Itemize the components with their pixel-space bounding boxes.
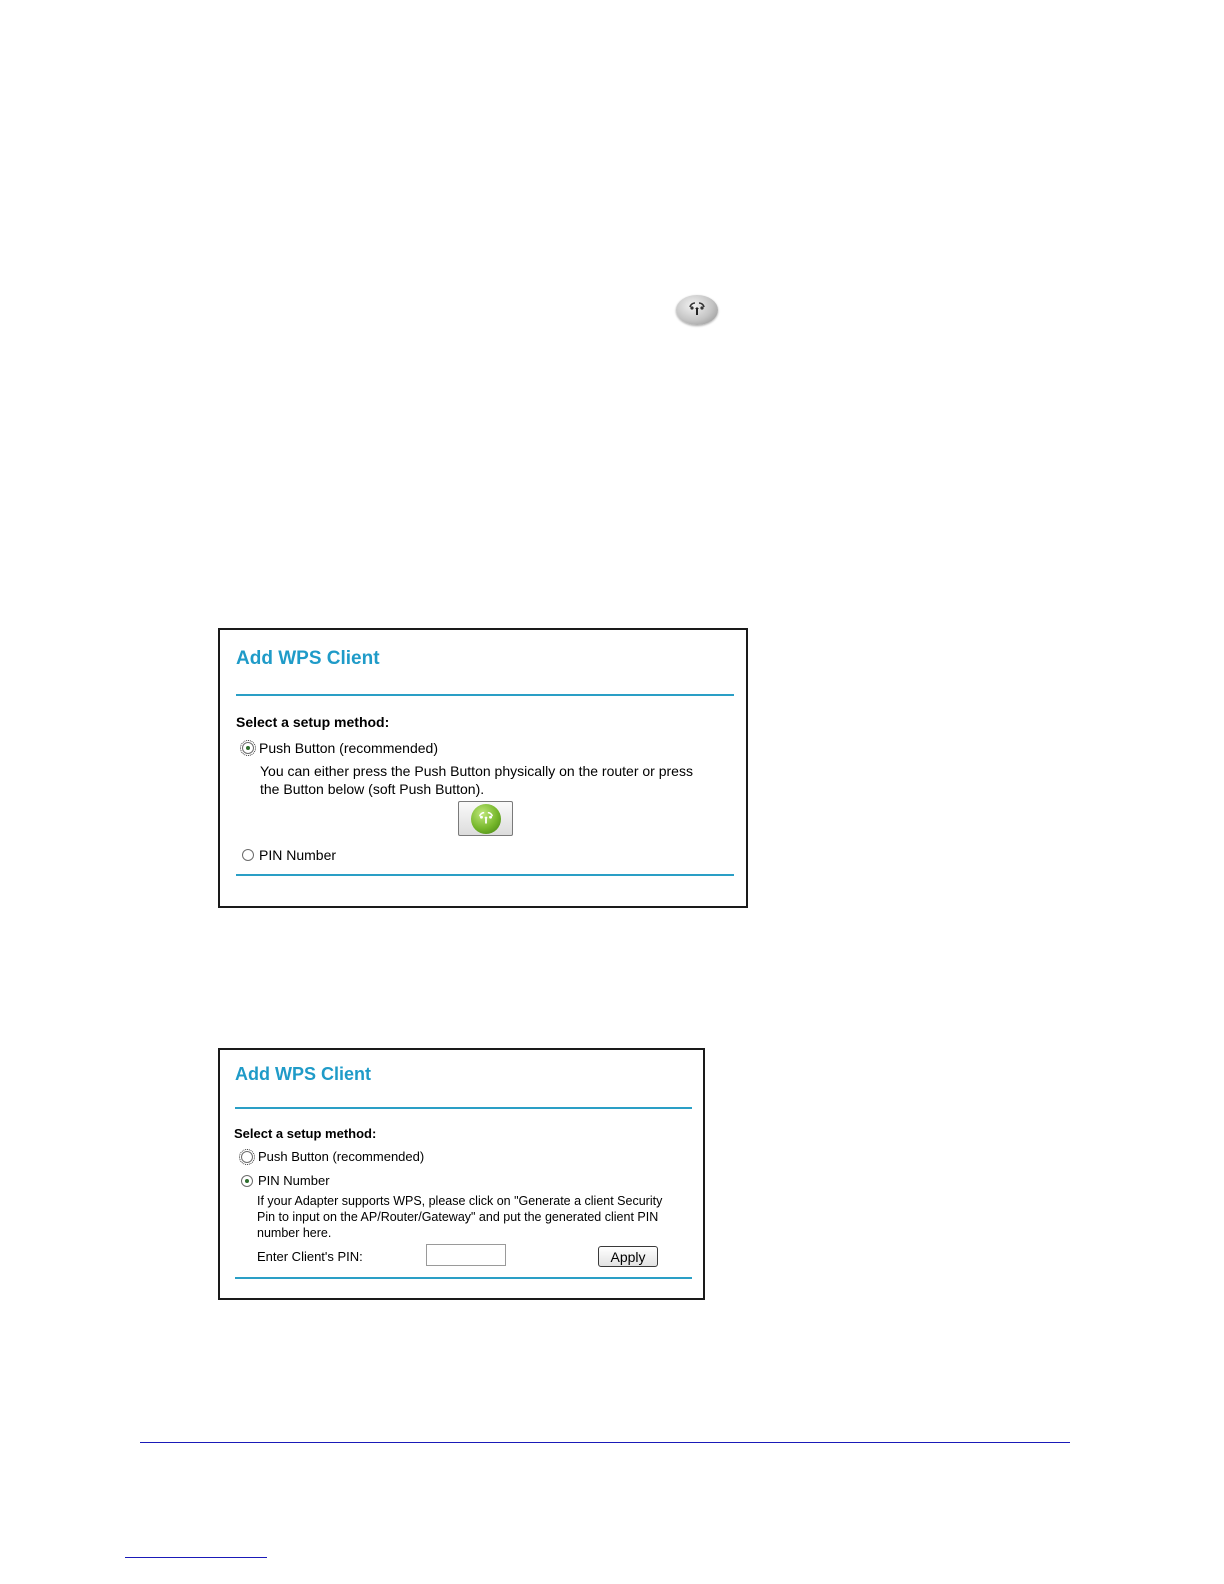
soft-push-button[interactable] — [458, 801, 513, 836]
pin-number-option[interactable] — [242, 847, 336, 863]
push-button-option-label: Push Button (recommended) — [259, 740, 438, 756]
pin-number-option-label: PIN Number — [259, 847, 337, 863]
add-wps-client-panel-push — [218, 628, 748, 908]
wps-button-icon — [676, 295, 718, 325]
setup-method-label: Select a setup method: — [234, 1126, 377, 1141]
page-footer-rule — [140, 1442, 1070, 1443]
header-divider — [236, 694, 734, 696]
push-button-radio[interactable] — [242, 742, 254, 754]
footer-link-underline[interactable] — [125, 1557, 267, 1558]
pin-description: If your Adapter supports WPS, please click on "Generate a client Security Pin to input on the AP/Router/Gateway" and put the generated client PIN number here. — [257, 1194, 663, 1240]
client-pin-label: Enter Client's PIN: — [257, 1249, 363, 1264]
push-button-radio[interactable] — [241, 1151, 253, 1163]
pin-number-option[interactable] — [241, 1173, 330, 1188]
push-button-option[interactable] — [241, 1149, 424, 1164]
footer-divider — [236, 874, 734, 876]
pin-number-option-label: PIN Number — [258, 1173, 330, 1188]
pin-number-radio[interactable] — [241, 1175, 253, 1187]
apply-button[interactable]: Apply — [598, 1246, 658, 1267]
page-title: Add WPS Client — [235, 1064, 371, 1084]
pin-number-radio[interactable] — [242, 849, 254, 861]
wps-icon — [471, 804, 501, 834]
footer-divider — [235, 1277, 692, 1279]
page-title: Add WPS Client — [236, 648, 380, 669]
client-pin-input[interactable] — [426, 1244, 506, 1266]
push-button-option[interactable] — [242, 740, 438, 756]
push-button-description: You can either press the Push Button physically on the router or press the Button below (soft Push Button). — [260, 763, 693, 797]
setup-method-label: Select a setup method: — [236, 714, 390, 730]
push-button-option-label: Push Button (recommended) — [258, 1149, 425, 1164]
header-divider — [235, 1107, 692, 1109]
add-wps-client-panel-pin — [218, 1048, 705, 1300]
